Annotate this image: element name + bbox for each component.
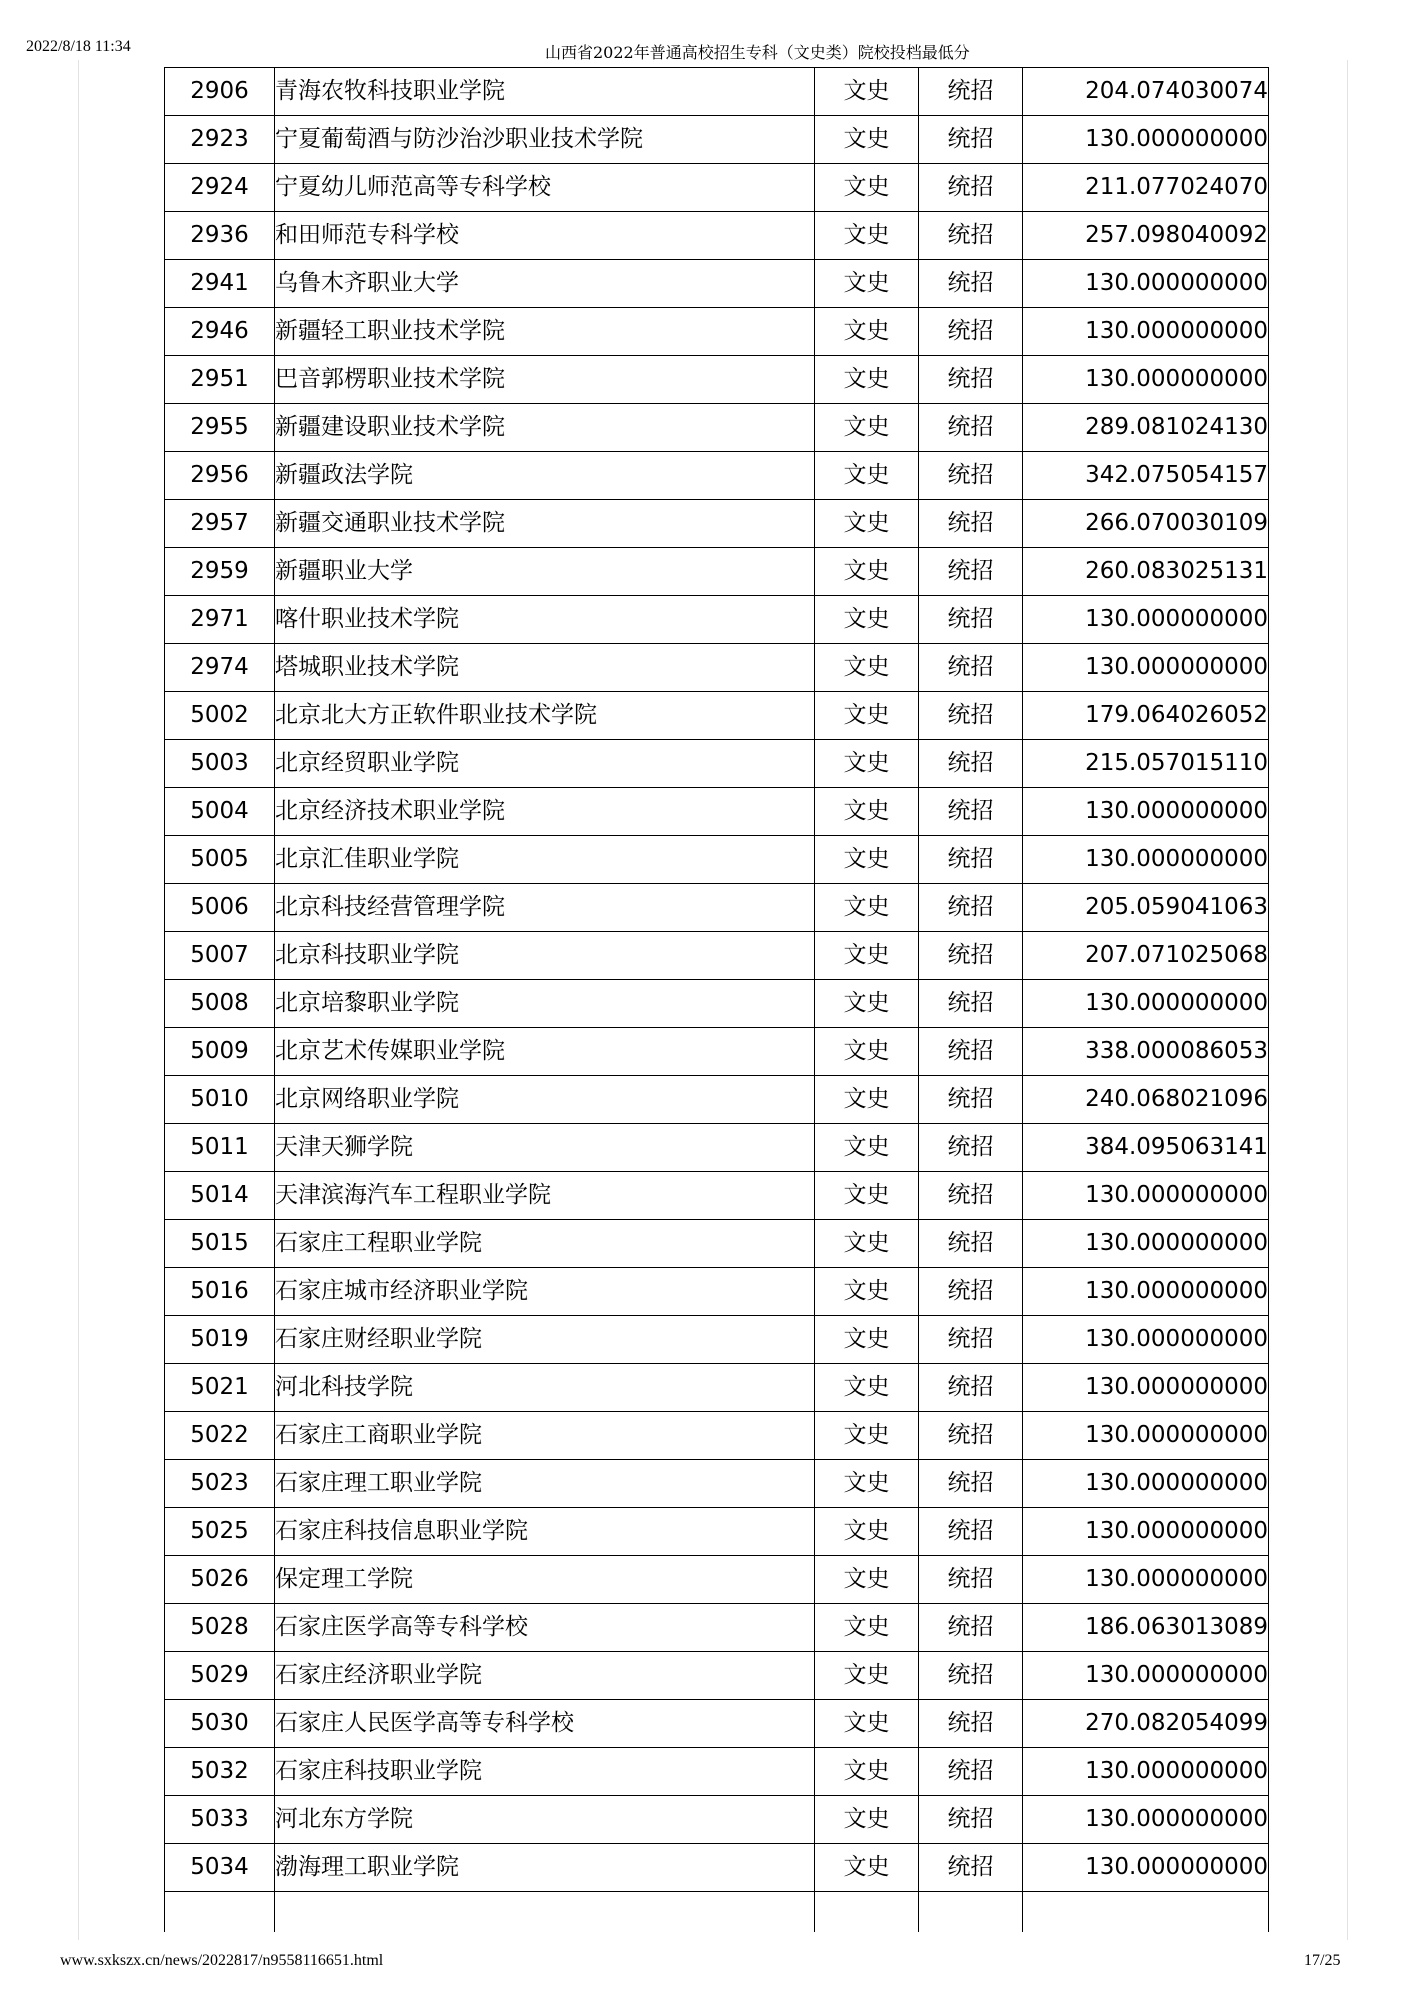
- school-name-cell: 北京汇佳职业学院: [275, 836, 815, 884]
- min-score-cell: 179.064026052: [1023, 692, 1269, 740]
- min-score-cell: 130.000000000: [1023, 1796, 1269, 1844]
- school-code-cell: 5028: [165, 1604, 275, 1652]
- subject-type-cell: 文史: [815, 116, 919, 164]
- school-name-cell: 北京北大方正软件职业技术学院: [275, 692, 815, 740]
- min-score-cell: 130.000000000: [1023, 1364, 1269, 1412]
- table-row: [165, 1028, 1269, 1076]
- min-score-cell: 130.000000000: [1023, 116, 1269, 164]
- school-code-cell: 2959: [165, 548, 275, 596]
- table-row: [165, 404, 1269, 452]
- school-name-cell: 北京经贸职业学院: [275, 740, 815, 788]
- min-score-cell: 207.071025068: [1023, 932, 1269, 980]
- school-code-cell: 5006: [165, 884, 275, 932]
- school-code-cell: 5005: [165, 836, 275, 884]
- subject-type-cell: 文史: [815, 1556, 919, 1604]
- school-code-cell: 5023: [165, 1460, 275, 1508]
- school-code-cell: 5003: [165, 740, 275, 788]
- subject-type-cell: 文史: [815, 932, 919, 980]
- subject-type-cell: 文史: [815, 1700, 919, 1748]
- score-table: [164, 67, 1269, 1932]
- subject-type-cell: 文史: [815, 308, 919, 356]
- school-name-cell: 宁夏幼儿师范高等专科学校: [275, 164, 815, 212]
- table-row: [165, 932, 1269, 980]
- subject-type-cell: 文史: [815, 1028, 919, 1076]
- table-row-cutoff: [165, 1892, 1269, 1932]
- subject-type-cell: 文史: [815, 1604, 919, 1652]
- min-score-cell: 342.075054157: [1023, 452, 1269, 500]
- school-name-cell: 新疆建设职业技术学院: [275, 404, 815, 452]
- school-code-cell: 2971: [165, 596, 275, 644]
- table-row: [165, 212, 1269, 260]
- page-number: 17/25: [1304, 1952, 1341, 1969]
- admission-batch-cell: 统招: [919, 836, 1023, 884]
- admission-batch-cell: 统招: [919, 1652, 1023, 1700]
- school-name-cell: 新疆轻工职业技术学院: [275, 308, 815, 356]
- table-row: [165, 1604, 1269, 1652]
- table-row: [165, 1412, 1269, 1460]
- admission-batch-cell: 统招: [919, 740, 1023, 788]
- subject-type-cell: 文史: [815, 1124, 919, 1172]
- subject-type-cell: 文史: [815, 1268, 919, 1316]
- admission-batch-cell: 统招: [919, 1556, 1023, 1604]
- school-name-cell: 河北东方学院: [275, 1796, 815, 1844]
- school-code-cell: 5007: [165, 932, 275, 980]
- school-code-cell: 5025: [165, 1508, 275, 1556]
- subject-type-cell: 文史: [815, 548, 919, 596]
- table-row: [165, 1076, 1269, 1124]
- min-score-cell: 289.081024130: [1023, 404, 1269, 452]
- school-code-cell: 2906: [165, 68, 275, 116]
- subject-type-cell: 文史: [815, 1796, 919, 1844]
- table-row: [165, 884, 1269, 932]
- school-code-cell: 5010: [165, 1076, 275, 1124]
- school-code-cell: 2941: [165, 260, 275, 308]
- empty-cell: [1023, 1892, 1269, 1932]
- min-score-cell: 215.057015110: [1023, 740, 1269, 788]
- school-code-cell: 5026: [165, 1556, 275, 1604]
- subject-type-cell: 文史: [815, 1652, 919, 1700]
- admission-batch-cell: 统招: [919, 644, 1023, 692]
- min-score-cell: 130.000000000: [1023, 1316, 1269, 1364]
- table-row: [165, 500, 1269, 548]
- school-name-cell: 石家庄医学高等专科学校: [275, 1604, 815, 1652]
- subject-type-cell: 文史: [815, 404, 919, 452]
- school-name-cell: 石家庄工程职业学院: [275, 1220, 815, 1268]
- school-name-cell: 石家庄财经职业学院: [275, 1316, 815, 1364]
- admission-batch-cell: 统招: [919, 212, 1023, 260]
- admission-batch-cell: 统招: [919, 1748, 1023, 1796]
- min-score-cell: 130.000000000: [1023, 308, 1269, 356]
- min-score-cell: 211.077024070: [1023, 164, 1269, 212]
- subject-type-cell: 文史: [815, 356, 919, 404]
- admission-batch-cell: 统招: [919, 1076, 1023, 1124]
- table-row: [165, 788, 1269, 836]
- school-name-cell: 北京科技经营管理学院: [275, 884, 815, 932]
- school-code-cell: 5021: [165, 1364, 275, 1412]
- subject-type-cell: 文史: [815, 836, 919, 884]
- school-code-cell: 5004: [165, 788, 275, 836]
- min-score-cell: 257.098040092: [1023, 212, 1269, 260]
- subject-type-cell: 文史: [815, 788, 919, 836]
- subject-type-cell: 文史: [815, 740, 919, 788]
- min-score-cell: 240.068021096: [1023, 1076, 1269, 1124]
- school-name-cell: 北京网络职业学院: [275, 1076, 815, 1124]
- min-score-cell: 130.000000000: [1023, 1556, 1269, 1604]
- print-datetime: 2022/8/18 11:34: [26, 38, 131, 55]
- table-row: [165, 1796, 1269, 1844]
- school-code-cell: 5032: [165, 1748, 275, 1796]
- min-score-cell: 130.000000000: [1023, 644, 1269, 692]
- school-code-cell: 2924: [165, 164, 275, 212]
- admission-batch-cell: 统招: [919, 116, 1023, 164]
- min-score-cell: 130.000000000: [1023, 980, 1269, 1028]
- school-code-cell: 5002: [165, 692, 275, 740]
- admission-batch-cell: 统招: [919, 404, 1023, 452]
- subject-type-cell: 文史: [815, 1316, 919, 1364]
- subject-type-cell: 文史: [815, 164, 919, 212]
- subject-type-cell: 文史: [815, 212, 919, 260]
- school-code-cell: 2936: [165, 212, 275, 260]
- school-code-cell: 2957: [165, 500, 275, 548]
- subject-type-cell: 文史: [815, 1748, 919, 1796]
- table-row: [165, 596, 1269, 644]
- min-score-cell: 130.000000000: [1023, 1844, 1269, 1892]
- school-name-cell: 北京经济技术职业学院: [275, 788, 815, 836]
- school-name-cell: 天津天狮学院: [275, 1124, 815, 1172]
- score-table-body: [165, 68, 1269, 1932]
- subject-type-cell: 文史: [815, 1508, 919, 1556]
- empty-cell: [919, 1892, 1023, 1932]
- admission-batch-cell: 统招: [919, 1316, 1023, 1364]
- admission-batch-cell: 统招: [919, 1412, 1023, 1460]
- school-name-cell: 乌鲁木齐职业大学: [275, 260, 815, 308]
- min-score-cell: 205.059041063: [1023, 884, 1269, 932]
- min-score-cell: 130.000000000: [1023, 596, 1269, 644]
- admission-batch-cell: 统招: [919, 1172, 1023, 1220]
- table-row: [165, 836, 1269, 884]
- school-name-cell: 北京培黎职业学院: [275, 980, 815, 1028]
- school-name-cell: 北京艺术传媒职业学院: [275, 1028, 815, 1076]
- empty-cell: [815, 1892, 919, 1932]
- subject-type-cell: 文史: [815, 596, 919, 644]
- table-row: [165, 1460, 1269, 1508]
- page-title: 山西省2022年普通高校招生专科（文史类）院校投档最低分: [545, 43, 970, 62]
- school-code-cell: 2946: [165, 308, 275, 356]
- min-score-cell: 266.070030109: [1023, 500, 1269, 548]
- subject-type-cell: 文史: [815, 68, 919, 116]
- min-score-cell: 130.000000000: [1023, 788, 1269, 836]
- school-code-cell: 5015: [165, 1220, 275, 1268]
- table-row: [165, 1844, 1269, 1892]
- min-score-cell: 130.000000000: [1023, 1268, 1269, 1316]
- min-score-cell: 130.000000000: [1023, 1460, 1269, 1508]
- table-row: [165, 1652, 1269, 1700]
- admission-batch-cell: 统招: [919, 980, 1023, 1028]
- school-name-cell: 石家庄工商职业学院: [275, 1412, 815, 1460]
- min-score-cell: 130.000000000: [1023, 1748, 1269, 1796]
- admission-batch-cell: 统招: [919, 788, 1023, 836]
- admission-batch-cell: 统招: [919, 1220, 1023, 1268]
- table-row: [165, 1172, 1269, 1220]
- admission-batch-cell: 统招: [919, 1268, 1023, 1316]
- admission-batch-cell: 统招: [919, 308, 1023, 356]
- school-name-cell: 石家庄理工职业学院: [275, 1460, 815, 1508]
- subject-type-cell: 文史: [815, 500, 919, 548]
- school-name-cell: 新疆职业大学: [275, 548, 815, 596]
- table-row: [165, 1700, 1269, 1748]
- min-score-cell: 130.000000000: [1023, 1652, 1269, 1700]
- admission-batch-cell: 统招: [919, 1124, 1023, 1172]
- subject-type-cell: 文史: [815, 1220, 919, 1268]
- school-name-cell: 喀什职业技术学院: [275, 596, 815, 644]
- school-name-cell: 新疆交通职业技术学院: [275, 500, 815, 548]
- min-score-cell: 130.000000000: [1023, 1172, 1269, 1220]
- min-score-cell: 130.000000000: [1023, 836, 1269, 884]
- school-name-cell: 新疆政法学院: [275, 452, 815, 500]
- admission-batch-cell: 统招: [919, 500, 1023, 548]
- admission-batch-cell: 统招: [919, 68, 1023, 116]
- admission-batch-cell: 统招: [919, 884, 1023, 932]
- school-code-cell: 5022: [165, 1412, 275, 1460]
- school-name-cell: 石家庄人民医学高等专科学校: [275, 1700, 815, 1748]
- table-row: [165, 1124, 1269, 1172]
- admission-batch-cell: 统招: [919, 1700, 1023, 1748]
- table-row: [165, 116, 1269, 164]
- min-score-cell: 260.083025131: [1023, 548, 1269, 596]
- subject-type-cell: 文史: [815, 980, 919, 1028]
- table-row: [165, 356, 1269, 404]
- subject-type-cell: 文史: [815, 452, 919, 500]
- table-row: [165, 548, 1269, 596]
- min-score-cell: 130.000000000: [1023, 260, 1269, 308]
- school-code-cell: 5014: [165, 1172, 275, 1220]
- school-code-cell: 2956: [165, 452, 275, 500]
- min-score-cell: 130.000000000: [1023, 1508, 1269, 1556]
- admission-batch-cell: 统招: [919, 356, 1023, 404]
- school-code-cell: 2955: [165, 404, 275, 452]
- school-code-cell: 2974: [165, 644, 275, 692]
- school-code-cell: 5008: [165, 980, 275, 1028]
- school-code-cell: 5029: [165, 1652, 275, 1700]
- school-code-cell: 5019: [165, 1316, 275, 1364]
- min-score-cell: 130.000000000: [1023, 1220, 1269, 1268]
- school-name-cell: 宁夏葡萄酒与防沙治沙职业技术学院: [275, 116, 815, 164]
- school-name-cell: 巴音郭楞职业技术学院: [275, 356, 815, 404]
- subject-type-cell: 文史: [815, 644, 919, 692]
- admission-batch-cell: 统招: [919, 1028, 1023, 1076]
- school-name-cell: 北京科技职业学院: [275, 932, 815, 980]
- school-name-cell: 天津滨海汽车工程职业学院: [275, 1172, 815, 1220]
- admission-batch-cell: 统招: [919, 1460, 1023, 1508]
- admission-batch-cell: 统招: [919, 260, 1023, 308]
- subject-type-cell: 文史: [815, 692, 919, 740]
- school-code-cell: 5011: [165, 1124, 275, 1172]
- table-row: [165, 68, 1269, 116]
- school-name-cell: 石家庄城市经济职业学院: [275, 1268, 815, 1316]
- subject-type-cell: 文史: [815, 1172, 919, 1220]
- subject-type-cell: 文史: [815, 1412, 919, 1460]
- subject-type-cell: 文史: [815, 1364, 919, 1412]
- table-row: [165, 740, 1269, 788]
- school-code-cell: 5033: [165, 1796, 275, 1844]
- source-url: www.sxkszx.cn/news/2022817/n9558116651.html: [60, 1952, 384, 1969]
- admission-batch-cell: 统招: [919, 164, 1023, 212]
- table-row: [165, 1556, 1269, 1604]
- table-row: [165, 1748, 1269, 1796]
- admission-batch-cell: 统招: [919, 1844, 1023, 1892]
- table-row: [165, 452, 1269, 500]
- admission-batch-cell: 统招: [919, 452, 1023, 500]
- table-row: [165, 1508, 1269, 1556]
- subject-type-cell: 文史: [815, 884, 919, 932]
- subject-type-cell: 文史: [815, 1460, 919, 1508]
- table-row: [165, 1268, 1269, 1316]
- min-score-cell: 130.000000000: [1023, 1412, 1269, 1460]
- admission-batch-cell: 统招: [919, 1364, 1023, 1412]
- min-score-cell: 204.074030074: [1023, 68, 1269, 116]
- admission-batch-cell: 统招: [919, 548, 1023, 596]
- admission-batch-cell: 统招: [919, 1796, 1023, 1844]
- school-code-cell: 5034: [165, 1844, 275, 1892]
- school-code-cell: 2923: [165, 116, 275, 164]
- subject-type-cell: 文史: [815, 260, 919, 308]
- table-row: [165, 1220, 1269, 1268]
- school-name-cell: 石家庄经济职业学院: [275, 1652, 815, 1700]
- min-score-cell: 338.000086053: [1023, 1028, 1269, 1076]
- school-code-cell: 2951: [165, 356, 275, 404]
- table-row: [165, 260, 1269, 308]
- table-row: [165, 692, 1269, 740]
- subject-type-cell: 文史: [815, 1076, 919, 1124]
- table-row: [165, 1316, 1269, 1364]
- table-row: [165, 308, 1269, 356]
- school-name-cell: 石家庄科技职业学院: [275, 1748, 815, 1796]
- school-name-cell: 渤海理工职业学院: [275, 1844, 815, 1892]
- admission-batch-cell: 统招: [919, 692, 1023, 740]
- school-code-cell: 5009: [165, 1028, 275, 1076]
- school-code-cell: 5030: [165, 1700, 275, 1748]
- empty-cell: [165, 1892, 275, 1932]
- school-name-cell: 塔城职业技术学院: [275, 644, 815, 692]
- admission-batch-cell: 统招: [919, 932, 1023, 980]
- table-row: [165, 980, 1269, 1028]
- admission-batch-cell: 统招: [919, 1604, 1023, 1652]
- school-code-cell: 5016: [165, 1268, 275, 1316]
- school-name-cell: 保定理工学院: [275, 1556, 815, 1604]
- empty-cell: [275, 1892, 815, 1932]
- admission-batch-cell: 统招: [919, 1508, 1023, 1556]
- school-name-cell: 和田师范专科学校: [275, 212, 815, 260]
- table-row: [165, 644, 1269, 692]
- min-score-cell: 130.000000000: [1023, 356, 1269, 404]
- table-row: [165, 164, 1269, 212]
- subject-type-cell: 文史: [815, 1844, 919, 1892]
- school-name-cell: 石家庄科技信息职业学院: [275, 1508, 815, 1556]
- admission-batch-cell: 统招: [919, 596, 1023, 644]
- min-score-cell: 270.082054099: [1023, 1700, 1269, 1748]
- min-score-cell: 186.063013089: [1023, 1604, 1269, 1652]
- school-name-cell: 河北科技学院: [275, 1364, 815, 1412]
- table-row: [165, 1364, 1269, 1412]
- school-name-cell: 青海农牧科技职业学院: [275, 68, 815, 116]
- min-score-cell: 384.095063141: [1023, 1124, 1269, 1172]
